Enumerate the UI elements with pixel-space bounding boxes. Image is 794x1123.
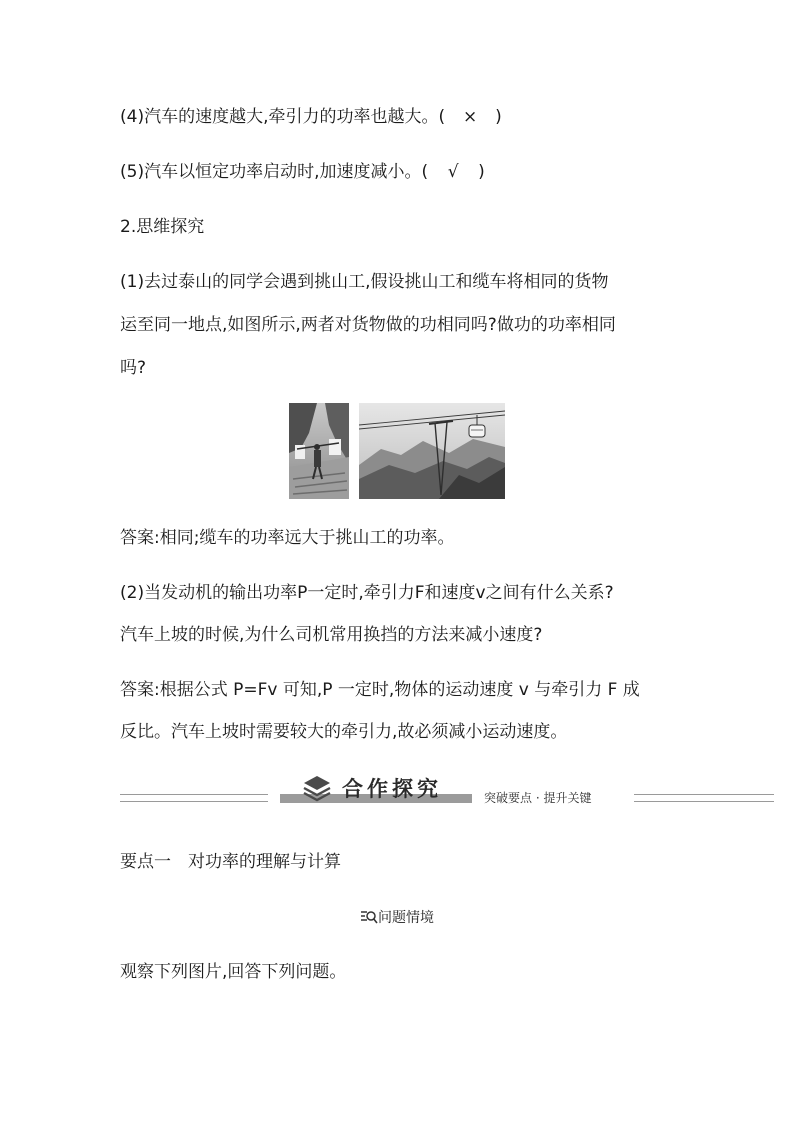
question-2-line-2: 汽车上坡的时候,为什么司机常用换挡的方法来减小速度? xyxy=(120,625,543,645)
item-4 xyxy=(120,105,502,129)
item-5-text: (5)汽车以恒定功率启动时,加速度减小。( xyxy=(120,162,429,182)
answer-2-line-1: 答案:根据公式 P=Fv 可知,P 一定时,物体的运动速度 v 与牵引力 F 成 xyxy=(120,680,640,700)
situation-label xyxy=(0,908,794,928)
question-1-line-2: 运至同一地点,如图所示,两者对货物做的功相同吗?做功的功率相同 xyxy=(120,315,616,335)
item-4-text: (4)汽车的速度越大,牵引力的功率也越大。( xyxy=(120,107,446,127)
cable-car-photo xyxy=(359,403,505,499)
item-5 xyxy=(120,160,485,184)
answer-1: 答案:相同;缆车的功率远大于挑山工的功率。 xyxy=(120,528,455,548)
banner-left-rule xyxy=(120,794,268,802)
question-1-line-1: (1)去过泰山的同学会遇到挑山工,假设挑山工和缆车将相同的货物 xyxy=(120,272,609,292)
banner-right-rule xyxy=(634,794,774,802)
instruction: 观察下列图片,回答下列问题。 xyxy=(120,962,347,982)
layers-icon xyxy=(302,772,332,804)
banner-title: 合作探究 xyxy=(342,777,442,801)
porter-and-cablecar-photos xyxy=(289,403,505,499)
porter-photo xyxy=(289,403,349,499)
question-2-line-1: (2)当发动机的输出功率P一定时,牵引力F和速度v之间有什么关系? xyxy=(120,583,614,603)
situation-label-text: 问题情境 xyxy=(378,910,434,926)
answer-2-line-2: 反比。汽车上坡时需要较大的牵引力,故必须减小运动速度。 xyxy=(120,722,568,742)
section-banner xyxy=(120,772,774,812)
question-1-line-3: 吗? xyxy=(120,358,147,378)
cross-mark: × xyxy=(463,107,478,127)
close-paren: ) xyxy=(478,162,485,182)
section-heading: 2.思维探究 xyxy=(120,217,205,237)
close-paren: ) xyxy=(495,107,502,127)
check-mark: √ xyxy=(447,162,459,182)
key-point-title: 要点一 对功率的理解与计算 xyxy=(120,852,341,872)
figure-photos xyxy=(289,403,505,499)
banner-subtitle: 突破要点 · 提升关键 xyxy=(484,791,592,805)
magnifier-icon xyxy=(360,910,378,924)
